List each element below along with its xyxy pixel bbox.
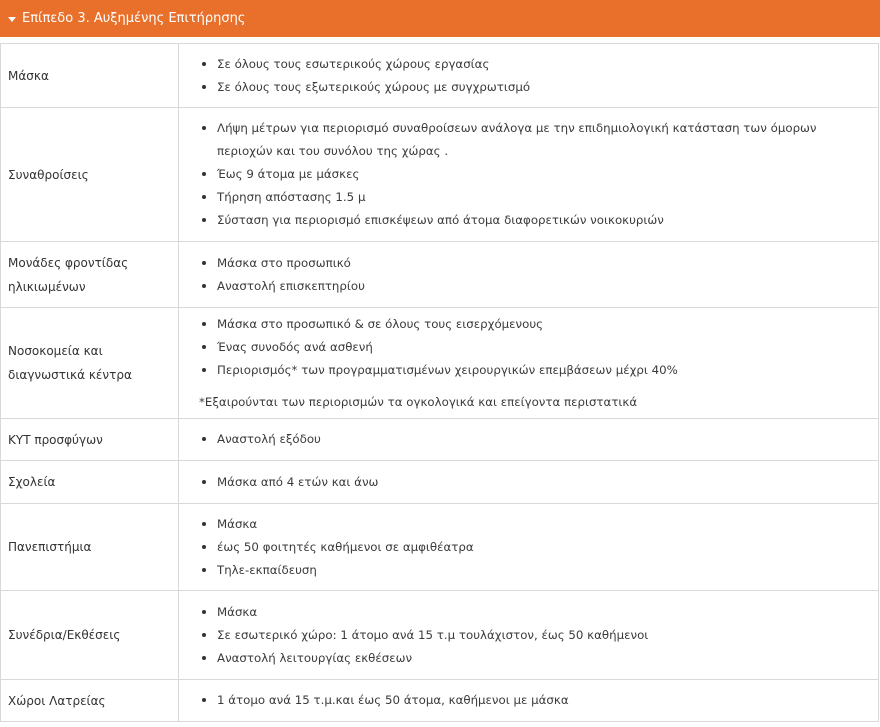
category-cell: Συναθροίσεις — [1, 108, 179, 242]
details-cell — [179, 419, 879, 461]
measure-list — [199, 601, 870, 670]
table-row — [1, 591, 879, 680]
category-cell: Μονάδες φροντίδας ηλικιωμένων — [1, 242, 179, 308]
details-cell — [179, 308, 879, 419]
list-item: Μάσκα — [199, 601, 870, 624]
measure-list — [199, 117, 870, 232]
accordion-header-level-3[interactable] — [0, 0, 880, 37]
list-item: Σε όλους τους εξωτερικούς χώρους με συγχρωτισμό — [199, 76, 870, 99]
table-row — [1, 680, 879, 722]
details-cell — [179, 108, 879, 242]
table-row — [1, 108, 879, 242]
details-cell — [179, 591, 879, 680]
list-item: Μάσκα από 4 ετών και άνω — [199, 471, 870, 494]
accordion-title: Επίπεδο 3. Αυξημένης Επιτήρησης — [22, 11, 246, 26]
details-cell — [179, 680, 879, 722]
details-cell — [179, 504, 879, 591]
table-row — [1, 461, 879, 504]
category-cell: Νοσοκομεία και διαγνωστικά κέντρα — [1, 308, 179, 419]
list-item: Λήψη μέτρων για περιορισμό συναθροίσεων ανάλογα με την επιδημιολογική κατάσταση των όμορων περιοχών και του συνόλου της χώρας . — [199, 117, 870, 163]
details-cell — [179, 242, 879, 308]
category-cell: Μάσκα — [1, 44, 179, 108]
table-row — [1, 44, 879, 108]
table-row — [1, 242, 879, 308]
list-item: Σε εσωτερικό χώρο: 1 άτομο ανά 15 τ.μ τουλάχιστον, έως 50 καθήμενοι — [199, 624, 870, 647]
measure-list — [199, 428, 870, 451]
list-item: Τήρηση απόστασης 1.5 μ — [199, 186, 870, 209]
category-cell: Σχολεία — [1, 461, 179, 504]
measure-list — [199, 53, 870, 99]
category-cell: Χώροι Λατρείας — [1, 680, 179, 722]
caret-down-icon — [8, 17, 16, 22]
measures-table — [0, 43, 879, 722]
list-item: Μάσκα στο προσωπικό — [199, 252, 870, 275]
list-item: 1 άτομο ανά 15 τ.μ.και έως 50 άτομα, καθήμενοι με μάσκα — [199, 689, 870, 712]
list-item: Μάσκα στο προσωπικό & σε όλους τους εισερχόμενους — [199, 313, 870, 336]
details-cell — [179, 44, 879, 108]
list-item: Σύσταση για περιορισμό επισκέψεων από άτομα διαφορετικών νοικοκυριών — [199, 209, 870, 232]
details-cell — [179, 461, 879, 504]
measure-list — [199, 513, 870, 582]
list-item: Σε όλους τους εσωτερικούς χώρους εργασίας — [199, 53, 870, 76]
category-cell: ΚΥΤ προσφύγων — [1, 419, 179, 461]
table-row — [1, 419, 879, 461]
category-cell: Πανεπιστήμια — [1, 504, 179, 591]
list-item: Αναστολή εξόδου — [199, 428, 870, 451]
measure-list — [199, 471, 870, 494]
list-item: Περιορισμός* των προγραμματισμένων χειρουργικών επεμβάσεων μέχρι 40% — [199, 359, 870, 382]
table-row — [1, 308, 879, 419]
table-row — [1, 504, 879, 591]
measure-list — [199, 252, 870, 298]
list-item: Τηλε-εκπαίδευση — [199, 559, 870, 582]
list-item: Ένας συνοδός ανά ασθενή — [199, 336, 870, 359]
measure-list — [199, 313, 870, 382]
measure-list — [199, 689, 870, 712]
list-item: έως 50 φοιτητές καθήμενοι σε αμφιθέατρα — [199, 536, 870, 559]
list-item: Μάσκα — [199, 513, 870, 536]
footnote: *Εξαιρούνται των περιορισμών τα ογκολογικά και επείγοντα περιστατικά — [199, 394, 638, 409]
list-item: Έως 9 άτομα με μάσκες — [199, 163, 870, 186]
list-item: Αναστολή λειτουργίας εκθέσεων — [199, 647, 870, 670]
category-cell: Συνέδρια/Εκθέσεις — [1, 591, 179, 680]
list-item: Αναστολή επισκεπτηρίου — [199, 275, 870, 298]
